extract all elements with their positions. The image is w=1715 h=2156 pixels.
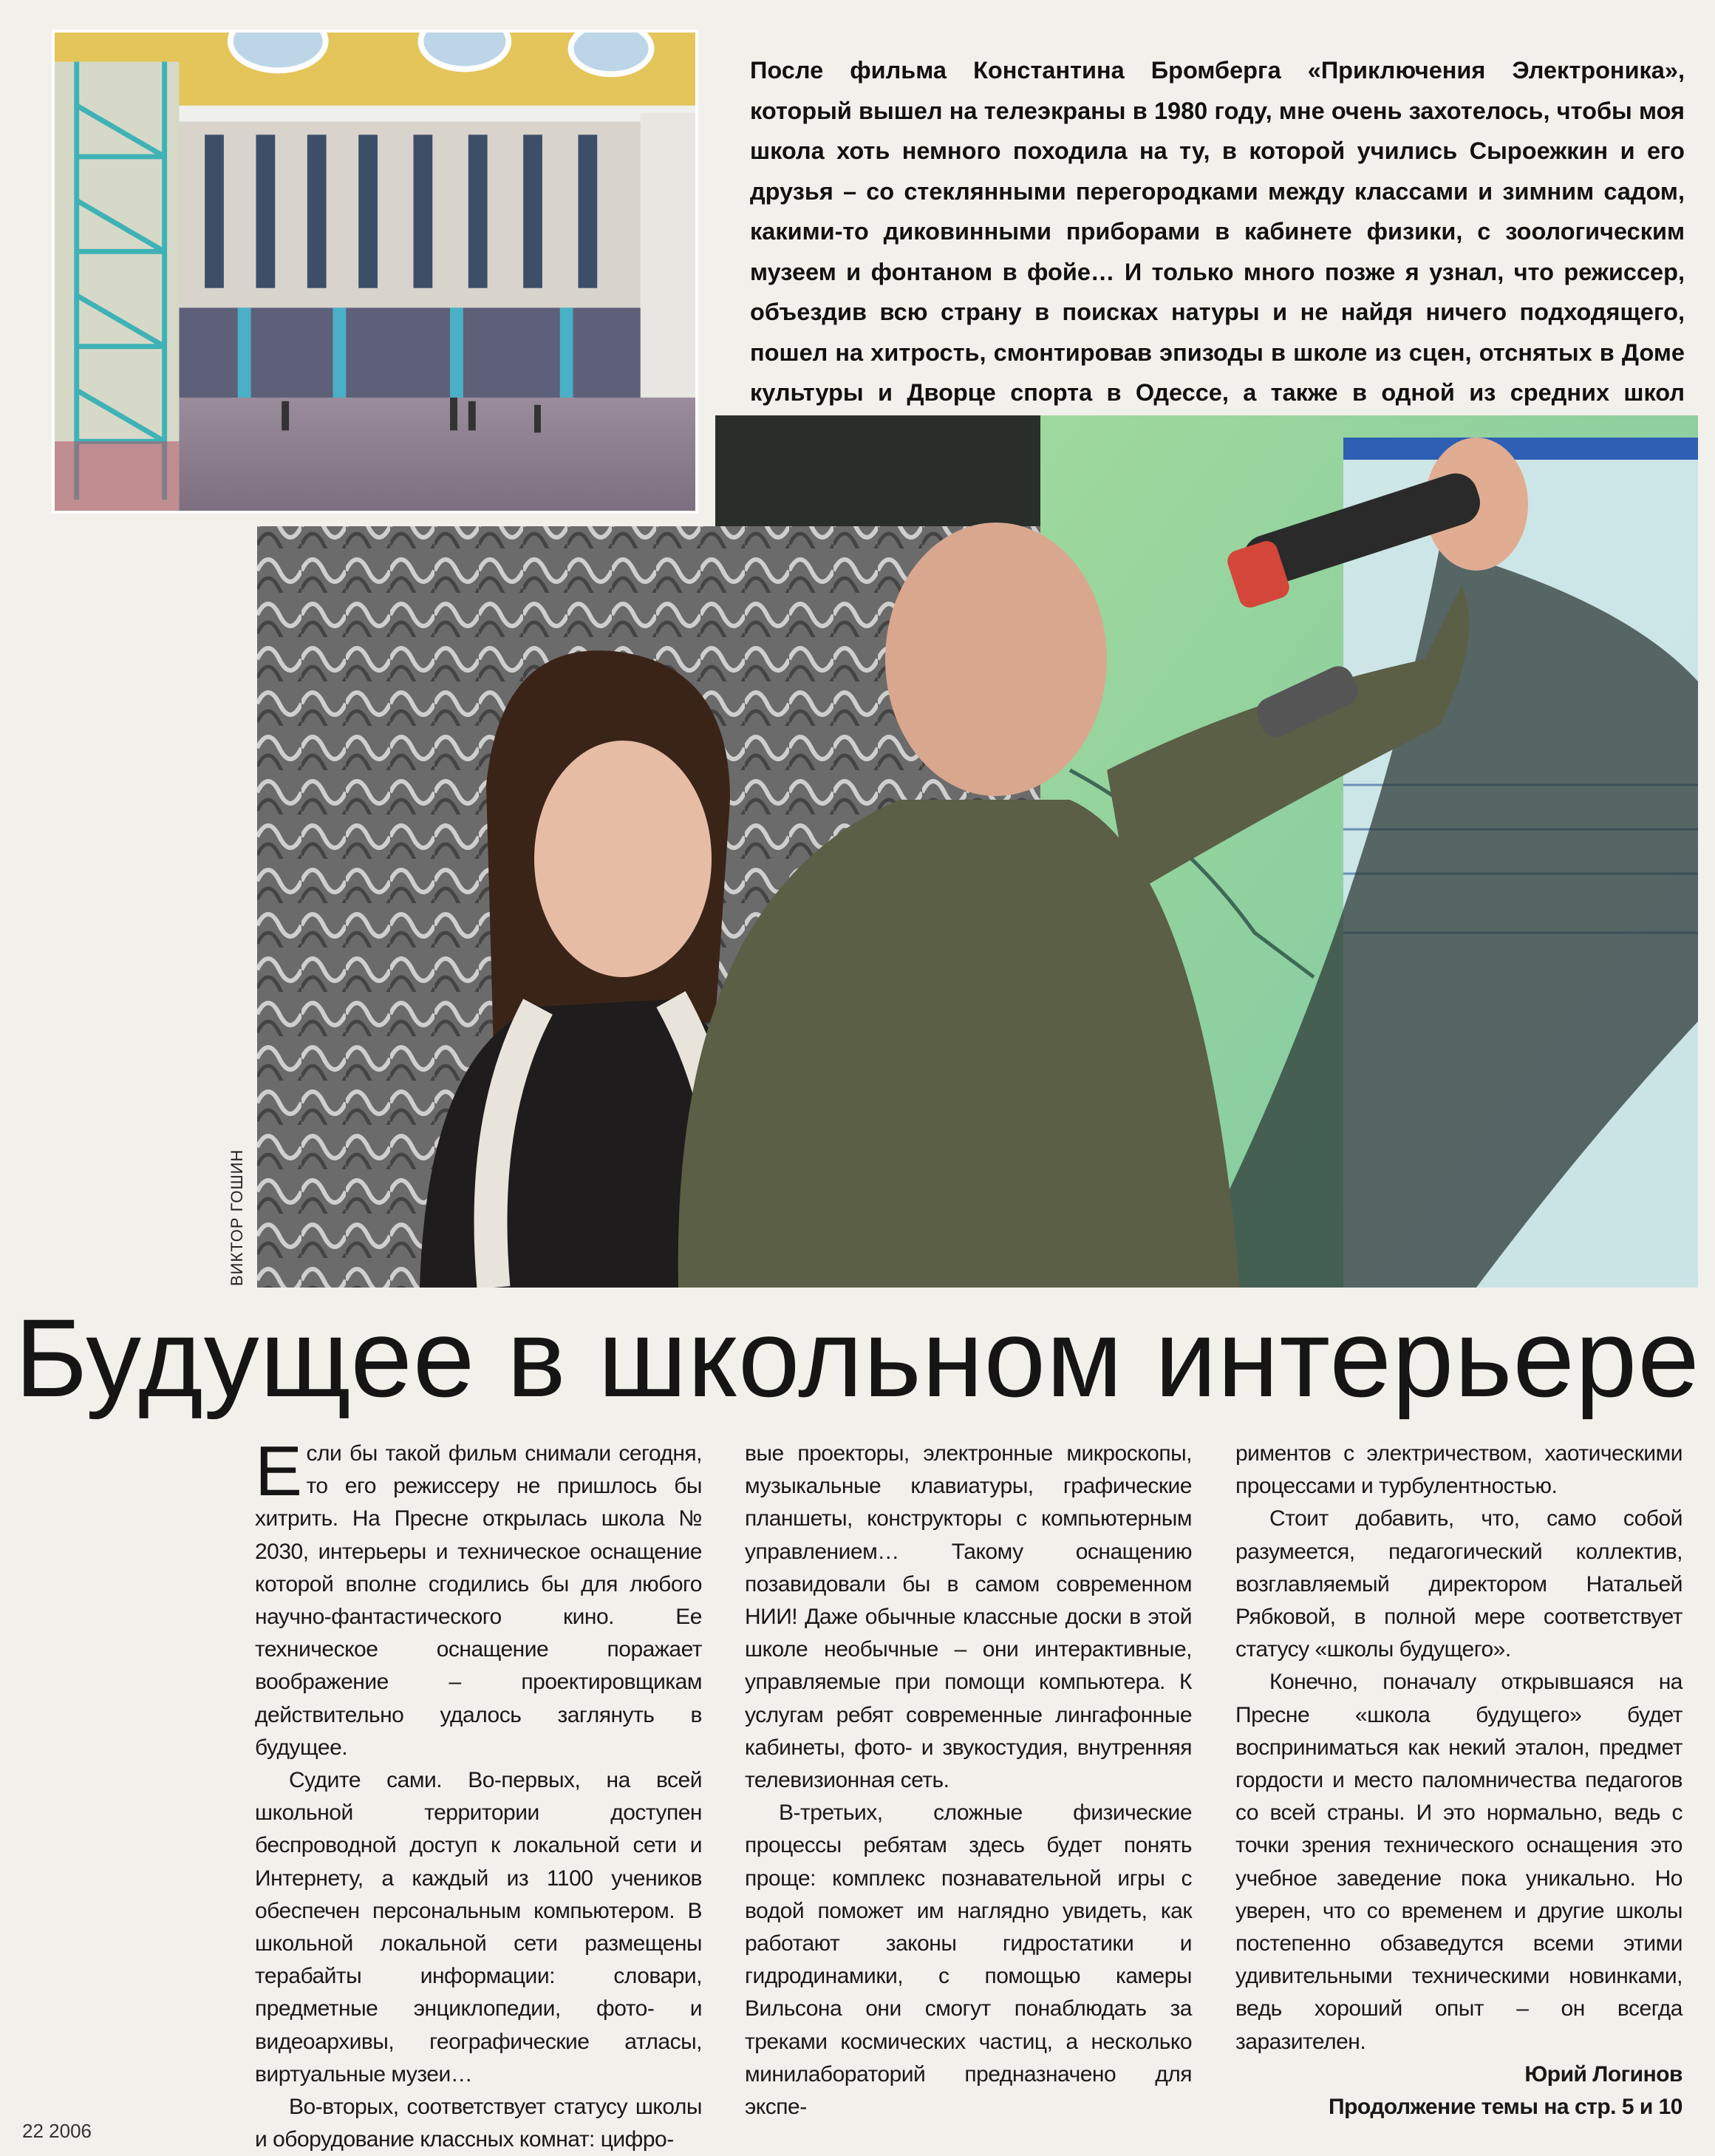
article-column-2 [745, 1438, 1192, 2123]
paragraph-1-text: сли бы такой фильм снимали сегодня, то его режиссеру не пришлось бы хитрить. На Пресне открылась школа № 2030, интерьеры и техническое оснащение которой вполне сгодились бы для любого научно-фантастического кино. Ее техническое оснащение поражает воображение – проектировщикам действительно удалось заглянуть в будущее. [255, 1441, 702, 1760]
paragraph-3-cont: вые проекторы, электронные микроскопы, музыкальные клавиатуры, графические планшеты, конструкторы с компьютерным управлением… Такому оснащению позавидовали бы в самом современном НИИ! Даже обычные классные доски в этой школе необычные – они интерактивные, управляемые при помощи компьютера. К услугам ребят современные лингафонные кабинеты, фото- и звукостудия, внутренняя телевизионная сеть. [745, 1441, 1192, 1793]
paragraph-4-start: В-третьих, сложные физические процессы ребятам здесь будет понять проще: комплекс познавательной игры с водой поможет им наглядно увидеть, как работают законы гидростатики и гидродинамики, с помощью камеры Вильсона они смогут понаблюдать за треками космических частиц, а несколько минилабораторий предназначено для экспе- [745, 1800, 1192, 2120]
article-column-3 [1235, 1438, 1682, 2123]
paragraph-3-start: Во-вторых, соответствует статусу школы и оборудование классных комнат: цифро- [255, 2095, 702, 2152]
author-name: Юрий Логинов [1524, 2061, 1682, 2087]
lead-paragraph: После фильма Константина Бромберга «Приключения Электроника», который вышел на телеэкраны в 1980 году, мне очень захотелось, чтобы моя школа хоть немного походила на ту, в которой учились Сыроежкин и его друзья – со стеклянными перегородками между классами и зимним садом, какими-то диковинными приборами в кабинете физики, с зоологическим музеем и фонтаном в фойе… И только много позже я узнал, что режиссер, объездив всю страну в поисках натуры и не найдя ничего подходящего, пошел на хитрость, смонтировав эпизоды в школе из сцен, отснятых в Доме культуры и Дворце спорта в Одессе, а также в одной из средних школ [750, 57, 1685, 406]
interactive-board-photo [257, 415, 1698, 1288]
drop-cap: Е [255, 1432, 302, 1511]
photo-credit: ВИКТОР ГОШИН [228, 1149, 246, 1286]
continuation-note: Продолжение темы на стр. 5 и 10 [1329, 2095, 1682, 2120]
paragraph-6: Конечно, поначалу открывшаяся на Пресне «школа будущего» будет восприниматься как некий эталон, предмет гордости и место паломничества педагогов со всей страны. И это нормально, ведь с точки зрения технического оснащения это учебное заведение пока уникально. Но уверен, что со временем и другие школы постепенно обзаведутся всеми этими удивительными техническими новинками, ведь хороший опыт – он всегда заразителен. [1235, 1670, 1682, 2054]
paragraph-2: Судите сами. Во-первых, на всей школьной территории доступен беспроводной доступ к локальной сети и Интернету, а каждый из 1100 учеников обеспечен персональным компьютером. В школьной локальной сети размещены терабайты информации: словари, предметные энциклопедии, фото- и видеоархивы, географические атласы, виртуальные музеи… [255, 1768, 702, 2087]
paragraph-1 [255, 1432, 702, 1764]
paragraph-4-cont: риментов с электричеством, хаотическими процессами и турбулентностью. [1235, 1441, 1682, 1499]
headline: Будущее в школьном интерьере [15, 1296, 1700, 1420]
article-column-1 [255, 1432, 702, 2156]
paragraph-5: Стоит добавить, что, само собой разумеется, педагогический коллектив, возглавляемый директором Натальей Рябковой, в полной мере соответствует статусу «школы будущего». [1235, 1506, 1682, 1662]
page-number: 22 2006 [22, 2120, 92, 2142]
